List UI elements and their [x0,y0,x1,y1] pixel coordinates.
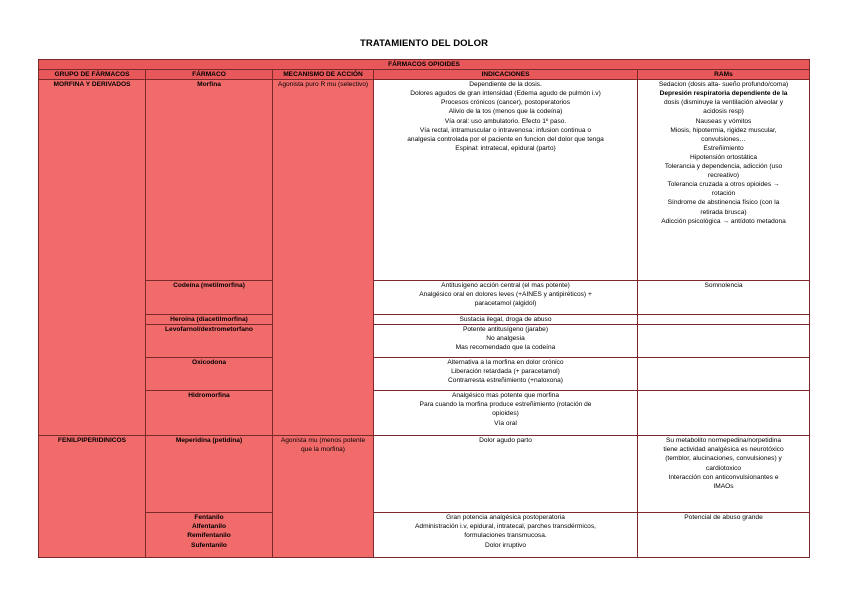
indications-cell: Sustacia ilegal, droga de abuso [374,315,638,325]
drug-cell: Oxicodona [146,358,273,391]
drug-cell: Meperidina (petidina) [146,436,273,513]
drug-cell: Codeína (metilmorfina) [146,281,273,315]
drug-cell: Hidromorfina [146,391,273,436]
header-group: GRUPO DE FÁRMACOS [39,70,146,80]
rams-cell: Potencial de abuso grande [638,513,810,558]
header-rams: RAMs [638,70,810,80]
header-mechanism: MECANISMO DE ACCIÓN [273,70,374,80]
table-row [39,281,810,315]
indications-cell: Dolor agudo parto [374,436,638,513]
table-banner: FÁRMACOS OPIOIDES [39,60,810,70]
table-row [39,391,810,436]
indications-cell: Analgésico mas potente que morfina Para cuando la morfina produce estreñimiento (rotación de opioides) Vía oral [374,391,638,436]
indications-cell: Antitusígeno acción central (el mas potente) Analgésico oral en dolores leves (+AINES y antipiréticos) + paracetamol (algidol) [374,281,638,315]
indications-cell: Dependiente de la dosis. Dolores agudos de gran intensidad (Edema agudo de pulmón i.v) Procesos crónicos (cancer), postoperatorios Alivio de la tos (menos que la codeína) Vía oral: uso ambulatorio. Efecto 1º paso. Vía rectal, intramuscular o intravenosa: infusion continua o analgesia controlada por el paciente en funcion del dolor que tenga Espinal: intratecal, epidural (parto) [374,80,638,281]
rams-cell [638,315,810,325]
indications-cell: Gran potencia analgésica postoperatoria Administración i.v, epidural, intratecal, parches transdérmicos, formulaciones transmucosa. Dolor irruptivo [374,513,638,558]
group-cell: MORFINA Y DERIVADOS [39,80,146,436]
rams-cell: Sedacion (dosis alta- sueño profundo/coma) Depresión respiratoria dependiente de la dosis (disminuye la ventilación alveolar y acidosis resp) Nauseas y vómitos Miosis, hipotermia, rigidez muscular, convulsiones… Estreñimiento Hipotensión ortostática Tolerancia y dependencia, adicción (uso recreativo) Tolerancia cruzada a otros opioides → rotación Síndrome de abstinencia físico (con la retirada brusca) Adicción psicológica → antídoto metadona [638,80,810,281]
table-row [39,80,810,281]
rams-cell: Su metabolito normepedina/norpetidina tiene actividad analgésica es neurotóxico (temblor, alucinaciones, convulsiones) y cardiotoxico Interacción con anticonvulsionantes e IMAOs [638,436,810,513]
indications-cell: Potente antitusígeno (jarabe) No analgesia Mas recomendado que la codeína [374,325,638,358]
page-title: TRATAMIENTO DEL DOLOR [359,38,489,49]
header-drug: FÁRMACO [146,70,273,80]
group-cell: FENILPIPERIDINICOS [39,436,146,558]
mechanism-cell: Agonista puro R mu (selectivo) [273,80,374,436]
drug-cell: Levofarnol/dextrometorfano [146,325,273,358]
table-row [39,325,810,358]
table-header-row [39,70,810,80]
indications-cell: Alternativa a la morfina en dolor crónico Liberación retardada (+ paracetamol) Contrarresta estreñimiento (+naloxona) [374,358,638,391]
drug-cell: Heroína (diacetilmorfina) [146,315,273,325]
mechanism-cell: Agonista mu (menos potente que la morfina) [273,436,374,558]
rams-cell [638,325,810,358]
rams-cell: Somnolencia [638,281,810,315]
drug-cell: Fentanilo Alfentanilo Remifentanilo Sufentanilo [146,513,273,558]
table-row [39,315,810,325]
opioids-table [38,59,810,558]
header-indications: INDICACIONES [374,70,638,80]
table-row [39,436,810,513]
rams-cell [638,391,810,436]
drug-cell: Morfina [146,80,273,281]
table-row [39,513,810,558]
table-banner-row [39,60,810,70]
rams-cell [638,358,810,391]
table-row [39,358,810,391]
